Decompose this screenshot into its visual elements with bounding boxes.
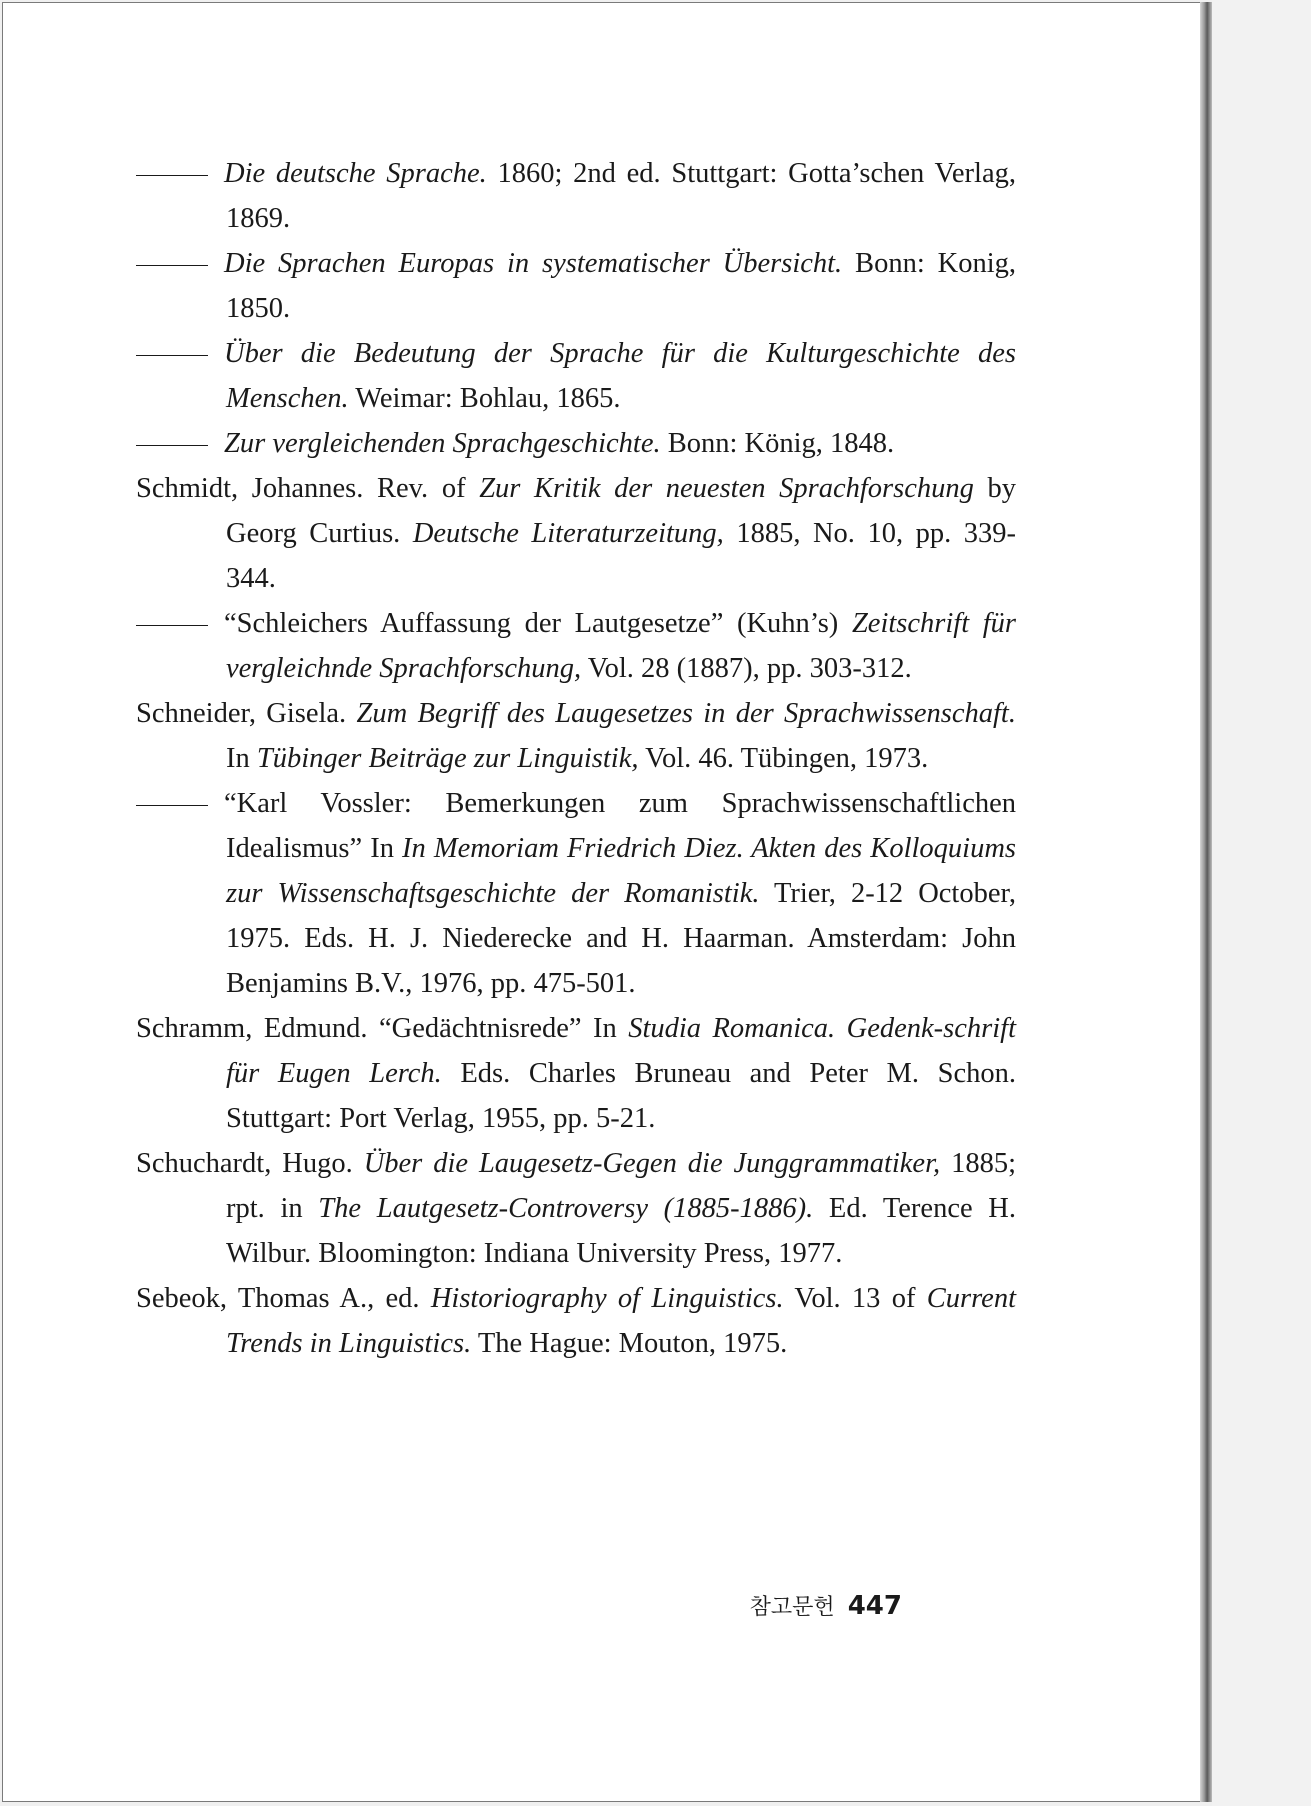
entry-text: Schneider, Gisela. xyxy=(136,698,357,729)
entry-text: Weimar: Bohlau, 1865. xyxy=(348,383,621,414)
repeat-author-dash xyxy=(136,445,208,446)
entry-text: Eds. Charles Bruneau and Peter M. Schon. Stuttgart: Port Verlag, 1955, pp. 5-21. xyxy=(226,1058,1016,1134)
entry-title-text: Zur Kritik der neuesten Sprachforschung xyxy=(479,473,974,504)
entry-text: Sebeok, Thomas A., ed. xyxy=(136,1283,431,1314)
entry-text: Vol. 13 of xyxy=(783,1283,927,1314)
bibliography-entry xyxy=(136,151,1016,241)
entry-text: 1885, No. 10, pp. 339-344. xyxy=(226,518,1017,594)
entry-text: Ed. Terence H. Wilbur. Bloomington: Indiana University Press, 1977. xyxy=(226,1193,1016,1269)
entry-title-text: Die deutsche Sprache. xyxy=(224,158,487,189)
repeat-author-dash xyxy=(136,265,208,266)
bibliography-entry xyxy=(136,466,1016,601)
entry-title-text: Historiography of Linguistics. xyxy=(430,1283,784,1314)
bibliography-entry xyxy=(136,1141,1016,1276)
section-title: 참고문헌 xyxy=(749,1595,835,1620)
bibliography-entry xyxy=(136,691,1016,781)
entry-text: Schmidt, Johannes. Rev. of xyxy=(136,473,480,504)
bibliography-entry xyxy=(136,241,1016,331)
entry-text: Vol. 28 (1887), pp. 303-312. xyxy=(581,653,912,684)
entry-title-text: Zur vergleichenden Sprachgeschichte. xyxy=(224,428,661,459)
bibliography-entry xyxy=(136,601,1016,691)
bibliography-entry xyxy=(136,781,1016,1006)
entry-text: The Hague: Mouton, 1975. xyxy=(471,1328,788,1359)
entry-title-text: Die Sprachen Europas in systematischer Übersicht. xyxy=(224,248,843,279)
entry-text: Bonn: Konig, 1850. xyxy=(226,248,1016,324)
entry-text: Schuchardt, Hugo. xyxy=(136,1148,364,1179)
entry-text: 1885; rpt. in xyxy=(226,1148,1017,1224)
entry-text: Vol. 46. Tübingen, 1973. xyxy=(638,743,929,774)
repeat-author-dash xyxy=(136,625,208,626)
entry-title-text: In Memoriam Friedrich Diez. Akten des Kolloquiums zur Wissenschaftsgeschichte der Romanistik. xyxy=(226,833,1016,909)
page-number: 447 xyxy=(847,1591,902,1621)
entry-title-text: Zum Begriff des Laugesetzes in der Sprachwissenschaft. xyxy=(356,698,1016,729)
entry-text: Schramm, Edmund. “Gedächtnisrede” In xyxy=(136,1013,629,1044)
bibliography-entry xyxy=(136,1276,1016,1366)
entry-title-text: Zeitschrift für vergleichnde Sprachforschung, xyxy=(226,608,1016,684)
repeat-author-dash xyxy=(136,175,208,176)
book-spine-shadow xyxy=(1200,2,1212,1802)
entry-title-text: Deutsche Literaturzeitung, xyxy=(412,518,724,549)
entry-text: In xyxy=(226,743,257,774)
entry-title-text: Studia Romanica. Gedenk-schrift für Eugen Lerch. xyxy=(226,1013,1016,1089)
page-footer xyxy=(750,1590,902,1621)
bibliography-list xyxy=(136,151,1016,1366)
entry-title-text: Über die Bedeutung der Sprache für die Kulturgeschichte des Menschen. xyxy=(224,338,1016,414)
entry-title-text: Über die Laugesetz-Gegen die Junggrammatiker, xyxy=(363,1148,941,1179)
background-margin xyxy=(1212,0,1311,1806)
entry-title-text: The Lautgesetz-Controversy (1885-1886). xyxy=(318,1193,814,1224)
entry-text: “Schleichers Auffassung der Lautgesetze” (Kuhn’s) xyxy=(224,608,852,639)
bibliography-entry xyxy=(136,421,1016,466)
repeat-author-dash xyxy=(136,805,208,806)
repeat-author-dash xyxy=(136,355,208,356)
entry-text: 1860; 2nd ed. Stuttgart: Gotta’schen Verlag, 1869. xyxy=(226,158,1016,234)
bibliography-entry xyxy=(136,1006,1016,1141)
entry-text: by Georg Curtius. xyxy=(226,473,1017,549)
entry-text: Trier, 2-12 October, 1975. Eds. H. J. Niederecke and H. Haarman. Amsterdam: John Benjamins B.V., 1976, pp. 475-501. xyxy=(226,878,1016,999)
book-page xyxy=(2,2,1202,1802)
entry-text: “Karl Vossler: Bemerkungen zum Sprachwissenschaftlichen Idealismus” In xyxy=(224,788,1016,864)
entry-text: Bonn: König, 1848. xyxy=(660,428,895,459)
entry-title-text: Current Trends in Linguistics. xyxy=(226,1283,1016,1359)
bibliography-entry xyxy=(136,331,1016,421)
entry-title-text: Tübinger Beiträge zur Linguistik, xyxy=(256,743,639,774)
